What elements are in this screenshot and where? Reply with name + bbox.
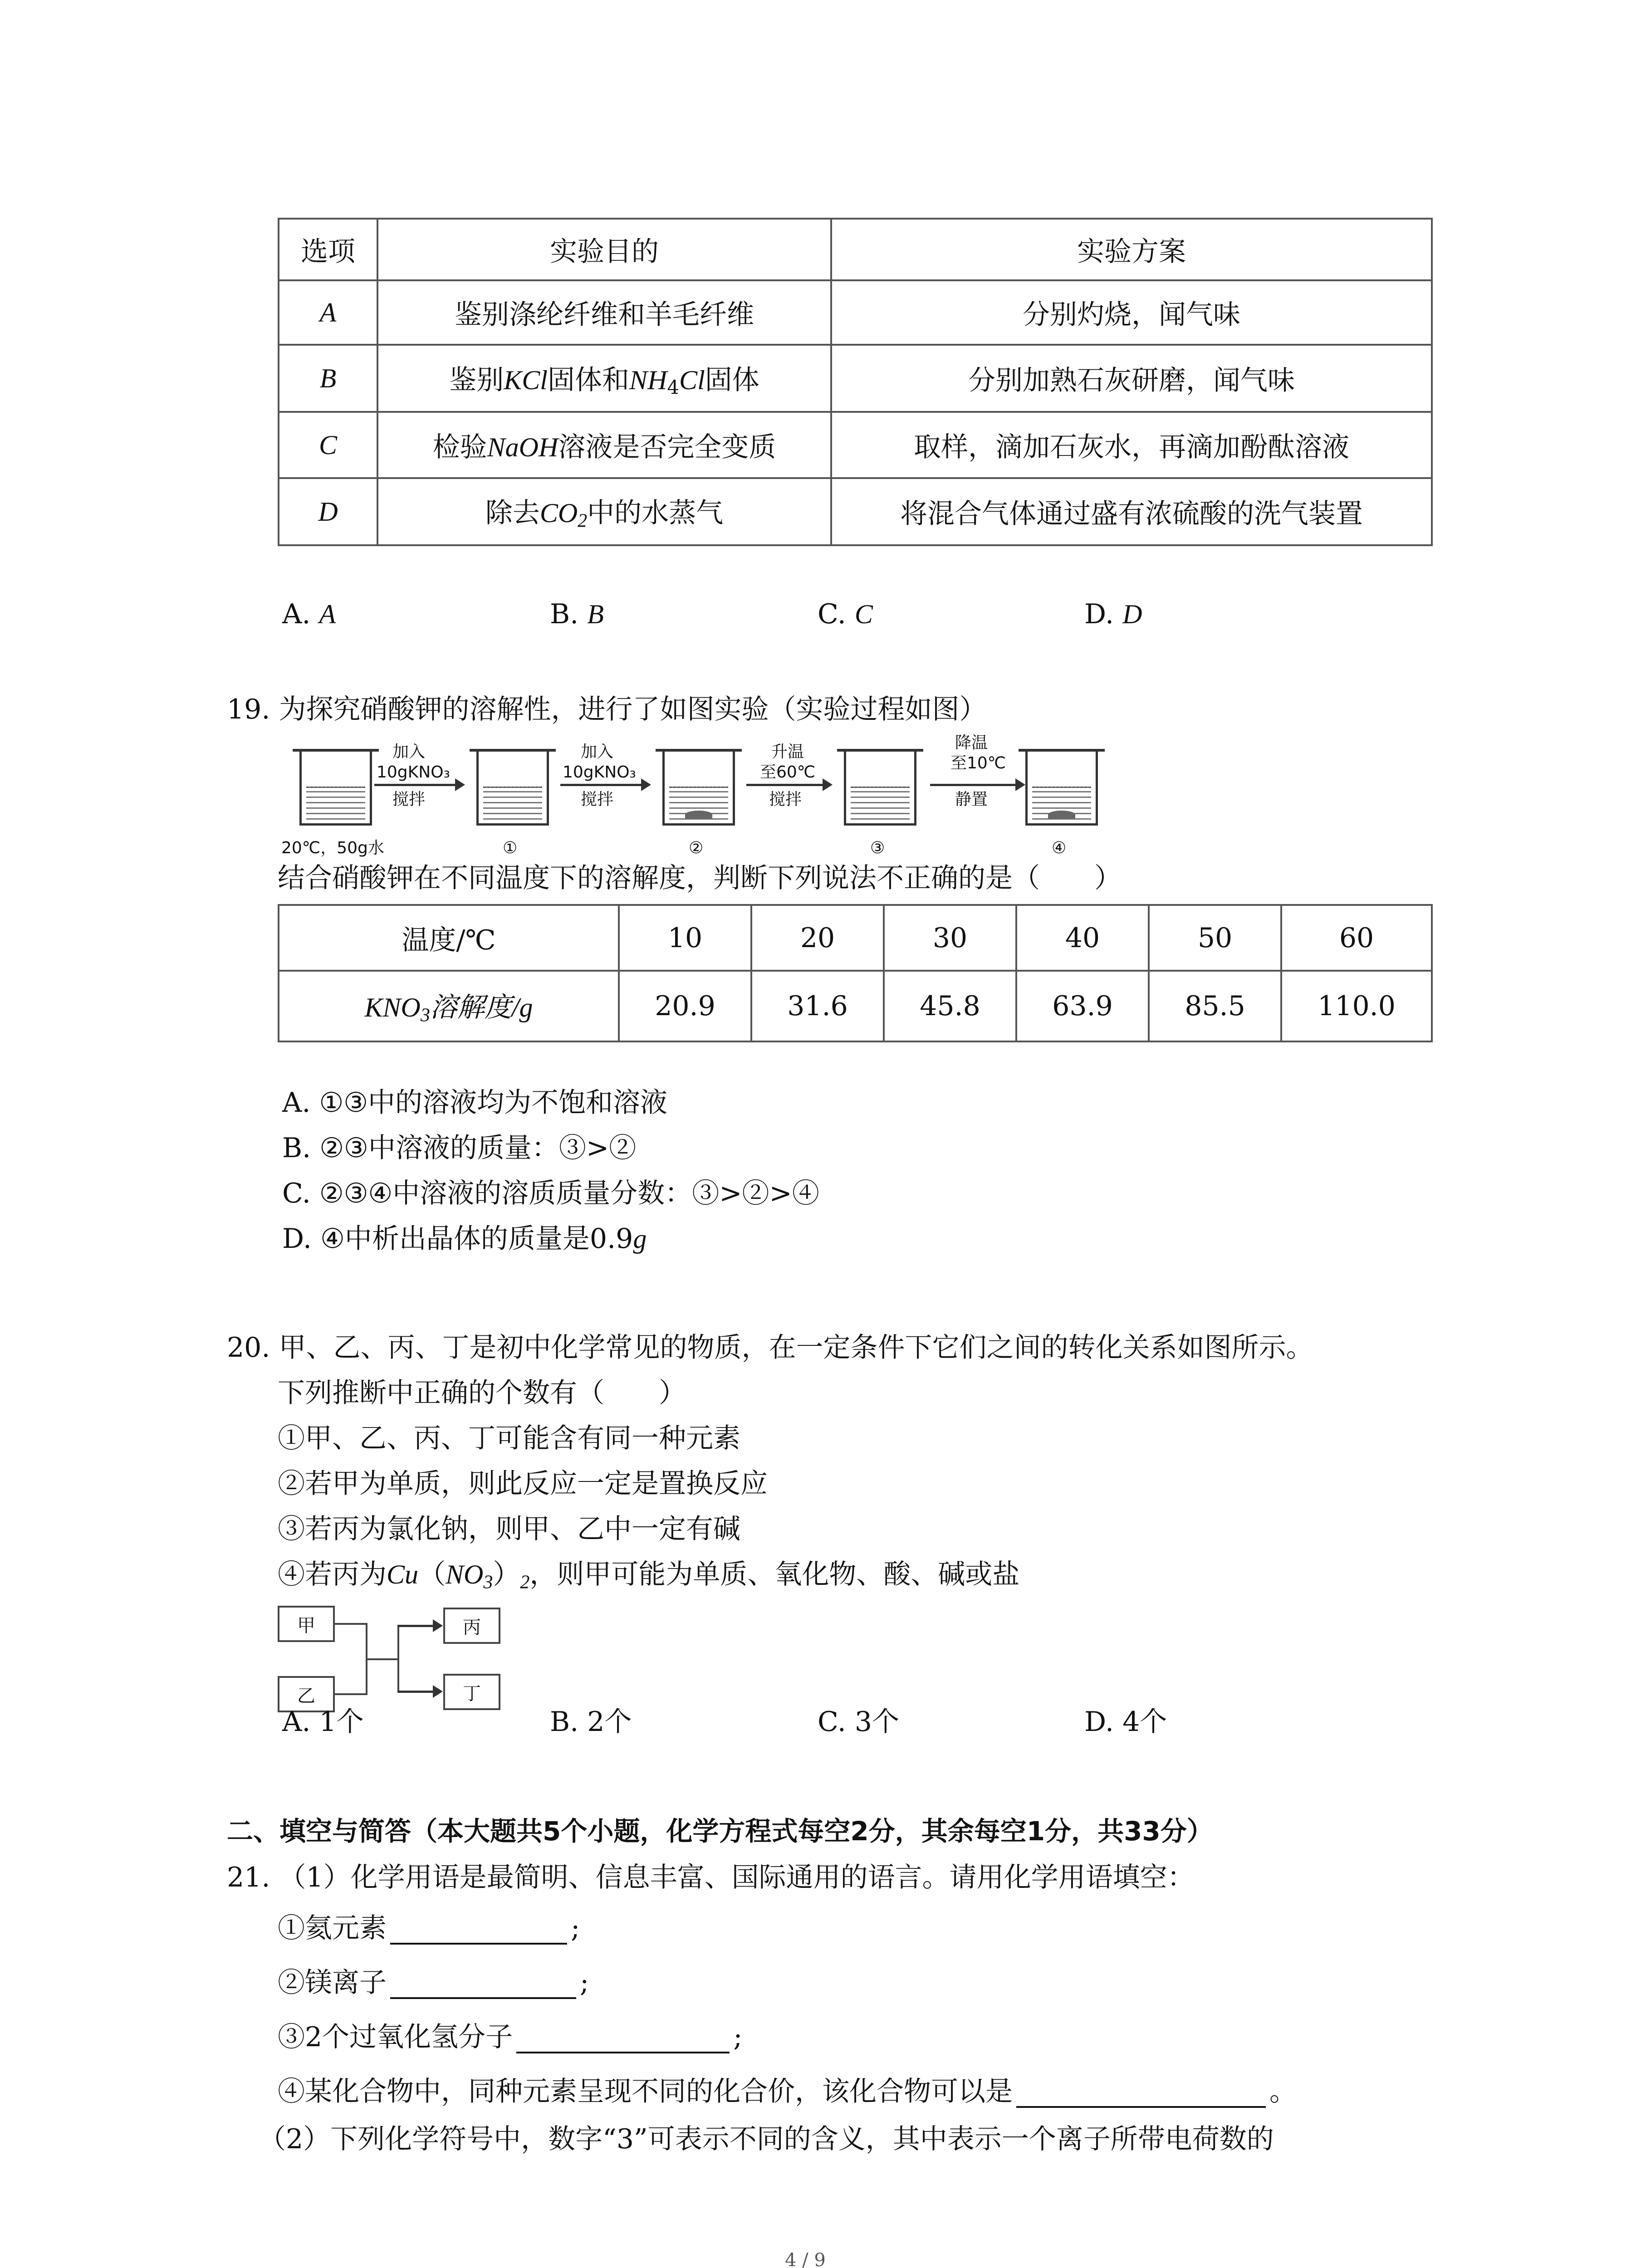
q20-relation-diagram [278, 1606, 505, 1719]
q20-item: ②若甲为单质，则此反应一定是置换反应 [278, 1468, 768, 1500]
header-purpose: 实验目的 [377, 219, 831, 280]
q20-item: ③若丙为氯化钠，则甲、乙中一定有碱 [278, 1513, 740, 1545]
q19-experiment-diagram [281, 735, 1098, 866]
q19-stem: 19. 为探究硝酸钾的溶解性，进行了如图实验（实验过程如图） [227, 694, 987, 725]
temp-cell: 50 [1149, 905, 1281, 971]
beaker-label: ② [689, 839, 704, 857]
q19-option-c[interactable]: C. ②③④中溶液的溶质质量分数：③>②>④ [282, 1178, 819, 1209]
step-label: 搅拌 [392, 790, 426, 809]
row-head-temp: 温度/℃ [279, 905, 619, 971]
step-label: 降温 [955, 733, 988, 752]
q20-stem-2: 下列推断中正确的个数有（ ） [278, 1377, 686, 1409]
row-purpose: 鉴别涤纶纤维和羊毛纤维 [377, 280, 831, 345]
box-ding: 丁 [443, 1674, 500, 1710]
q20-item: ①甲、乙、丙、丁可能含有同一种元素 [278, 1422, 740, 1454]
row-option: A [279, 280, 377, 345]
step-label: 加入 [581, 743, 614, 761]
q18-option-b[interactable]: B. B [550, 598, 604, 630]
row-head-solubility: $KNO_3$溶解度/g [279, 971, 619, 1041]
q21-item: ④某化合物中，同种元素呈现不同的化合价，该化合物可以是 。 [278, 2076, 1297, 2107]
row-option: B [279, 345, 377, 412]
header-plan: 实验方案 [831, 219, 1432, 280]
q19-option-d[interactable]: D. ④中析出晶体的质量是0.9g [282, 1223, 647, 1255]
temp-cell: 20 [751, 905, 884, 971]
answer-blank[interactable] [516, 2024, 730, 2053]
answer-blank[interactable] [1016, 2079, 1266, 2108]
table-row [279, 280, 1432, 345]
row-plan: 分别灼烧，闻气味 [831, 280, 1432, 345]
q21-item: ②镁离子 ; [278, 1967, 589, 1999]
step-label: 10gKNO₃ [563, 763, 636, 782]
start-label: 20℃，50g水 [281, 839, 384, 857]
table-row [279, 971, 1432, 1041]
q21-item: ①氦元素 ; [278, 1912, 580, 1944]
step-label: 升温 [771, 743, 804, 761]
beaker-label: ③ [870, 839, 885, 857]
beaker-4 [1025, 751, 1098, 826]
box-bing: 丙 [443, 1608, 500, 1644]
box-yi: 乙 [278, 1676, 335, 1712]
solubility-table [278, 904, 1433, 1042]
row-option: D [279, 478, 377, 545]
page-number: 4 / 9 [785, 2250, 826, 2268]
experiment-table [278, 218, 1433, 546]
section-2-heading: 二、填空与简答（本大题共5个小题，化学方程式每空2分，其余每空1分，共33分） [227, 1816, 1213, 1847]
q20-item: ④若丙为$Cu(NO_3)_2$，则甲可能为单质、氧化物、酸、碱或盐 [278, 1559, 1020, 1593]
row-purpose: 鉴别KCl固体和$NH_4Cl$固体 [377, 345, 831, 412]
solubility-cell: 85.5 [1149, 971, 1281, 1041]
step-label: 至60℃ [760, 763, 816, 782]
q20-option-b[interactable]: B. 2个 [550, 1706, 632, 1738]
beaker-label: ① [503, 839, 518, 857]
answer-blank[interactable] [390, 1916, 567, 1945]
q18-option-a[interactable]: A. A [282, 598, 336, 630]
solubility-cell: 20.9 [619, 971, 751, 1041]
q21-line-1: 21. （1）化学用语是最简明、信息丰富、国际通用的语言。请用化学用语填空： [227, 1862, 1195, 1893]
header-option: 选项 [279, 219, 377, 280]
solubility-cell: 110.0 [1281, 971, 1432, 1041]
arrow-icon [930, 784, 1021, 786]
beaker-3 [844, 751, 916, 826]
q18-option-c[interactable]: C. C [818, 598, 873, 630]
temp-cell: 30 [884, 905, 1016, 971]
table-row [279, 412, 1432, 478]
temp-cell: 40 [1016, 905, 1149, 971]
box-jia: 甲 [278, 1606, 335, 1642]
step-label: 静置 [955, 790, 988, 809]
q19-option-b[interactable]: B. ②③中溶液的质量：③>② [282, 1132, 637, 1164]
row-option: C [279, 412, 377, 478]
table-row [279, 905, 1432, 971]
beaker-start [299, 751, 372, 826]
q21-line-2: （2）下列化学符号中，数字“3”可表示不同的含义，其中表示一个离子所带电荷数的 [259, 2123, 1274, 2155]
table-header-row [279, 219, 1432, 280]
step-label: 搅拌 [581, 790, 614, 809]
table-row [279, 345, 1432, 412]
beaker-label: ④ [1052, 839, 1067, 857]
solubility-cell: 45.8 [884, 971, 1016, 1041]
crystal-icon [1048, 811, 1075, 819]
q18-option-d[interactable]: D. D [1084, 598, 1142, 630]
arrow-icon [560, 784, 647, 786]
solubility-cell: 63.9 [1016, 971, 1149, 1041]
q20-option-d[interactable]: D. 4个 [1084, 1706, 1167, 1738]
arrow-icon [746, 784, 828, 786]
step-label: 加入 [392, 743, 426, 761]
arrow-icon [397, 1691, 438, 1693]
row-plan: 将混合气体通过盛有浓硫酸的洗气装置 [831, 478, 1432, 545]
q21-item: ③2个过氧化氢分子 ; [278, 2021, 743, 2053]
step-label: 搅拌 [769, 790, 802, 809]
row-purpose: 除去$CO_2$中的水蒸气 [377, 478, 831, 545]
table-row [279, 478, 1432, 545]
temp-cell: 10 [619, 905, 751, 971]
temp-cell: 60 [1281, 905, 1432, 971]
q20-option-c[interactable]: C. 3个 [818, 1706, 900, 1738]
row-plan: 取样，滴加石灰水，再滴加酚酞溶液 [831, 412, 1432, 478]
q20-stem: 20. 甲、乙、丙、丁是初中化学常见的物质，在一定条件下它们之间的转化关系如图所示。 [227, 1332, 1313, 1364]
arrow-icon [374, 784, 460, 786]
step-label: 10gKNO₃ [377, 763, 450, 782]
crystal-icon [685, 811, 712, 819]
q20-option-a[interactable]: A. 1个 [282, 1706, 364, 1738]
q19-lead: 结合硝酸钾在不同温度下的溶解度，判断下列说法不正确的是（ ） [278, 862, 1122, 894]
beaker-2 [662, 751, 735, 826]
solubility-cell: 31.6 [751, 971, 884, 1041]
arrow-icon [397, 1625, 438, 1627]
step-label: 至10℃ [950, 754, 1006, 772]
beaker-1 [476, 751, 549, 826]
row-purpose: 检验NaOH溶液是否完全变质 [377, 412, 831, 478]
answer-blank[interactable] [390, 1970, 576, 1999]
q19-option-a[interactable]: A. ①③中的溶液均为不饱和溶液 [282, 1087, 668, 1119]
row-plan: 分别加熟石灰研磨，闻气味 [831, 345, 1432, 412]
